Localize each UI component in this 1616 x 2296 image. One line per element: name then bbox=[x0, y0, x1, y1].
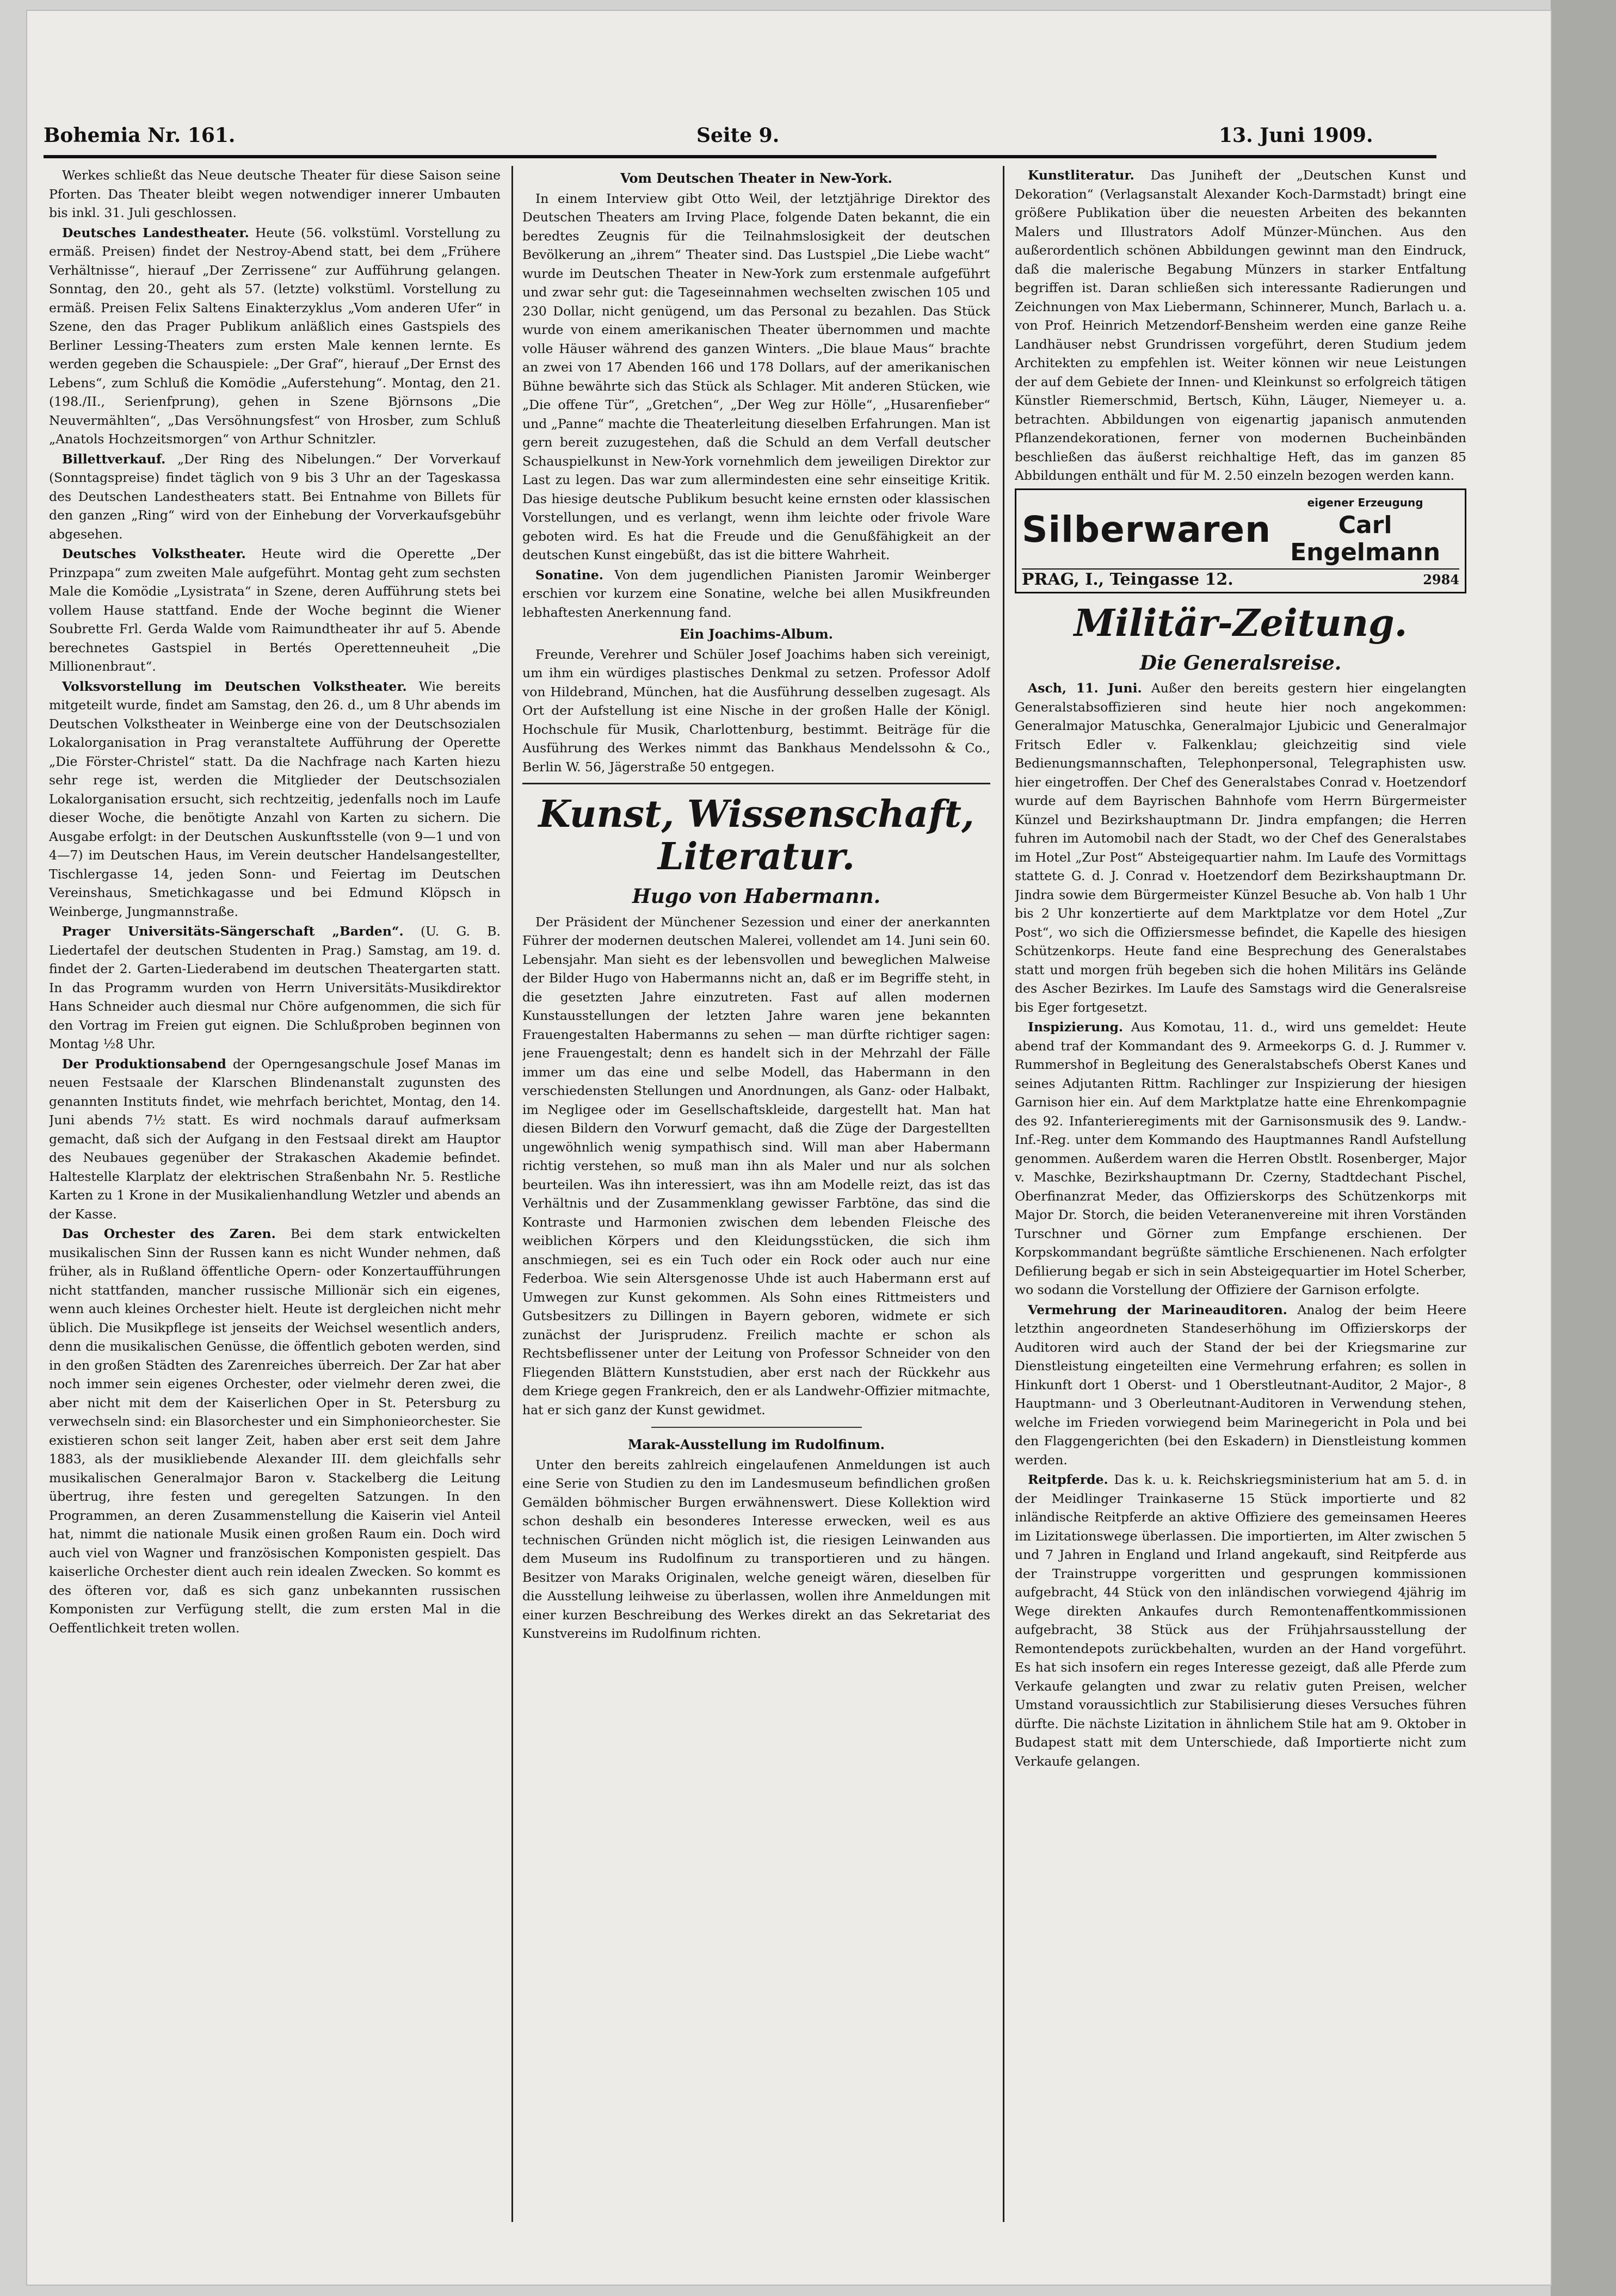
column-right bbox=[1015, 166, 1466, 2211]
article-keyword: Deutsches Volkstheater. bbox=[62, 546, 246, 561]
article-title: Die Generalsreise. bbox=[1139, 651, 1342, 674]
ad-address: PRAG, I., Teingasse 12. bbox=[1022, 570, 1233, 589]
article-keyword: Billettverkauf. bbox=[62, 451, 166, 467]
ad-company: Carl Engelmann bbox=[1290, 511, 1441, 566]
article-heading: Vom Deutschen Theater in New-York. bbox=[620, 170, 892, 186]
article-keyword: Sonatine. bbox=[535, 567, 603, 583]
page-edge bbox=[1551, 0, 1616, 2296]
article-text: Heute (56. volkstüml. Vorstellung zu ermäß. Preisen) findet der Nestroy-Abend statt, bei dem „Frühere Verhältnisse“, hierauf „Der Zerrissene“ zur Aufführung gelangen. Sonntag, den 20., geht als 57. (letzte) volkstüml. Vorstellung zu ermäß. Preisen Felix Saltens Einakterzyklus „Vom anderen Ufer“ in Szene, den das Prager Publikum anläßlich eines Gastspiels des Berliner Lessing-Theaters zum ersten Male kennen lernte. Es werden gegeben die Schauspiele: „Der Graf“, hierauf „Der Ernst des Lebens“, zum Schluß die Komödie „Auferstehung“. Montag, den 21. (198./II., Serienfprung), gehen in Szene Björnsons „Die Neuvermählten“, „Das Versöhnungsfest“ von Hrosber, zum Schluß „Anatols Hochzeitsmorgen“ von Arthur Schnitzler. bbox=[49, 225, 501, 447]
column-divider bbox=[511, 166, 513, 2222]
article-text: Bei dem stark entwickelten musikalischen Sinn der Russen kann es nicht Wunder nehmen, daß früher, als in Rußland öffentliche Opern- oder Konzertaufführungen nicht stattfanden, mancher russische Millionär sich ein eigenes, wenn auch kleines Orchester hielt. Heute ist dergleichen nicht mehr üblich. Die Musikpflege ist jenseits der Weichsel wesentlich anders, denn die musikalischen Genüsse, die öffentlich geboten werden, sind in den großen Städten des Zarenreiches überreich. Der Zar hat aber noch immer sein eigenes Orchester, oder vielmehr deren zwei, die aber nicht mit dem der Kaiserlichen Oper in St. Petersburg zu verwechseln sind: ein Blasorchester und ein Simphonieorchester. Sie existieren schon seit langer Zeit, haben aber erst seit dem Jahre 1883, als der musikliebende Alexander III. dem gleichfalls sehr musikalischen Generalmajor Baron v. Stackelberg die Leitung übertrug, ihre festen und geregelten Satzungen. In den Programmen, an deren Zusammenstellung die Kaiserin viel Anteil hat, nimmt die nationale Musik einen großen Raum ein. Doch wird auch viel von Wagner und französischen Komponisten gespielt. Das kaiserliche Orchester dient auch rein idealen Zwecken. So kommt es des öfteren vor, daß es sich ganz unbekannten russischen Komponisten zur Verfügung stellt, die zum ersten Mal in die Oeffentlichkeit treten wollen. bbox=[49, 1226, 501, 1636]
article-paragraph bbox=[49, 1224, 501, 1637]
header-page-number: Seite 9. bbox=[696, 124, 780, 147]
article-paragraph bbox=[522, 1456, 990, 1643]
article-paragraph bbox=[49, 544, 501, 676]
column-left bbox=[49, 166, 501, 2211]
article-heading: Ein Joachims-Album. bbox=[680, 626, 833, 642]
section-title: Kunst, Wissenschaft, Literatur. bbox=[538, 793, 974, 879]
article-keyword: Deutsches Landestheater. bbox=[62, 225, 249, 240]
article-paragraph bbox=[49, 1055, 501, 1224]
article-keyword: Prager Universitäts-Sängerschaft „Barden“. bbox=[62, 924, 404, 939]
article-text: Unter den bereits zahlreich eingelaufenen Anmeldungen ist auch eine Serie von Studien zu den im Landesmuseum befindlichen großen Gemälden böhmischer Burgen erwähnenswert. Diese Kollektion wird schon deshalb ein besonderes Interesse erwecken, weil es aus technischen Gründen nicht möglich ist, die riesigen Leinwanden aus dem Museum ins Rudolfinum zu transportieren und zu hängen. Besitzer von Maraks Originalen, welche geneigt wären, dieselben für die Ausstellung leihweise zu überlassen, wollen ihre Anmeldungen mit einer kurzen Beschreibung des Werkes direkt an das Sekretariat des Kunstvereins im Rudolfinum richten. bbox=[522, 1457, 990, 1642]
article-paragraph bbox=[49, 224, 501, 449]
article-keyword: Reitpferde. bbox=[1028, 1472, 1108, 1488]
ad-headline: Silberwaren bbox=[1022, 508, 1272, 550]
section-rule bbox=[522, 783, 990, 784]
header-date: 13. Juni 1909. bbox=[1219, 124, 1373, 147]
article-text: der Operngesangschule Josef Manas im neuen Festsaale der Klarschen Blindenanstalt zugunsten des genannten Instituts findet, wie mehrfach berichtet, Montag, den 14. Juni abends 7½ statt. Es wird nochmals darauf aufmerksam gemacht, daß sich der Aufgang in den Festsaal direkt am Hauptor des Neubaues gegenüber der Strakaschen Akademie befindet. Haltestelle Klarplatz der elektrischen Straßenbahn Nr. 5. Restliche Karten zu 1 Krone in der Musikalienhandlung Wetzler und abends an der Kasse. bbox=[49, 1056, 501, 1222]
article-paragraph bbox=[522, 189, 990, 565]
newspaper-page bbox=[27, 11, 1551, 2285]
article-rule bbox=[651, 1427, 862, 1428]
article-text: Freunde, Verehrer und Schüler Josef Joachims haben sich vereinigt, um ihm ein würdiges plastisches Denkmal zu setzen. Professor Adolf von Hildebrand, München, hat die Ausführung desselben zugesagt. Als Ort der Aufstellung ist eine Nische in der großen Halle der Königl. Hochschule für Musik, Charlottenburg, bestimmt. Beiträge für die Ausführung des Werkes nimmt das Bankhaus Mendelssohn & Co., Berlin W. 56, Jägerstraße 50 entgegen. bbox=[522, 646, 990, 775]
article-paragraph bbox=[49, 166, 501, 222]
column-middle bbox=[522, 166, 990, 2211]
article-text: Werkes schließt das Neue deutsche Theater für diese Saison seine Pforten. Das Theater bleibt wegen notwendiger innerer Umbauten bis inkl. 31. Juli geschlossen. bbox=[49, 168, 501, 220]
article-heading: Marak-Ausstellung im Rudolfinum. bbox=[628, 1437, 885, 1453]
column-divider bbox=[1003, 166, 1004, 2222]
article-paragraph bbox=[49, 450, 501, 544]
article-paragraph bbox=[49, 922, 501, 1054]
article-text: Aus Komotau, 11. d., wird uns gemeldet: Heute abend traf der Kommandant des 9. Armeekorps G. d. J. Rummer v. Rummershof in Begleitung des Generalstabschefs Oberst Kanes und seines Adjutanten Rittm. Rachlinger zur Inspizierung der hiesigen Garnison hier ein. Auf dem Marktplatze hatte eine Ehrenkompagnie des 92. Infanterieregiments mit der Garnisonsmusik des 9. Landw.-Inf.-Reg. unter dem Kommando des Hauptmannes Randl Aufstellung genommen. Außerdem waren die Herren Obstlt. Rosenberger, Major v. Maschke, Bezirkshauptmann Dr. Czerny, Stadtdechant Pischel, Oberfinanzrat Meder, das Offizierskorps des Schützenkorps mit Major Dr. Storch, die beiden Veteranenvereine mit ihren Vorständen Turschner und Görner zum Empfange erschienen. Der Korpskommandant begrüßte sämtliche Erschienenen. Nach erfolgter Defilierung begab er sich in sein Absteigequartier im Hotel Scherber, wo sodann die Vorstellung der Offiziere der Garnison erfolgte. bbox=[1015, 1019, 1466, 1298]
article-keyword: Inspizierung. bbox=[1028, 1019, 1124, 1035]
article-keyword: Volksvorstellung im Deutschen Volkstheater. bbox=[62, 678, 407, 694]
article-text: Das k. u. k. Reichskriegsministerium hat am 5. d. in der Meidlinger Trainkaserne 15 Stück importierte und 82 inländische Reitpferde an aktive Offiziere des gemeinsamen Heeres im Lizitationswege überlassen. Die importierten, im Alter zwischen 5 und 7 Jahren in England und Irland angekauft, sind Reitpferde aus der Trainstruppe vorgeritten und gesprungen kommissionen aufgebracht, 44 Stück von den inländischen vorwiegend 4jährig im Wege direkten Ankaufes durch Remontenaffentkommissionen aufgebracht, 38 Stück aus der Frühjahrsausstellung der Remontendepots zurückbehalten, wurden an der Hand vorgeführt. Es hat sich insofern ein reges Interesse gezeigt, daß alle Pferde zum Verkaufe gelangten und zwar zu relativ guten Preisen, welcher Umstand voraussichtlich zur Stabilisierung dieses Versuches führen dürfte. Die nächste Lizitation in ähnlichem Stile hat am 9. Oktober in Budapest statt mit dem Unterschiede, daß Importierte nicht zum Verkaufe gelangen. bbox=[1015, 1472, 1466, 1769]
article-text: In einem Interview gibt Otto Weil, der letztjährige Direktor des Deutschen Theaters am Irving Place, folgende Daten bekannt, die ein beredtes Zeugnis für die Teilnahmslosigkeit der deutschen Bevölkerung an „ihrem“ Theater sind. Das Lustspiel „Die Liebe wacht“ wurde im Deutschen Theater in New-York zum erstenmale aufgeführt und zwar sehr gut: die Tageseinnahmen wechselten zwischen 105 und 230 Dollar, nicht genügend, um das Personal zu bezahlen. Das Stück wurde von einem amerikanischen Theater übernommen und machte volle Häuser während des ganzen Winters. „Die blaue Maus“ brachte an zwei von 17 Abenden 166 und 178 Dollars, auf der amerikanischen Bühne bewährte sich das Stück als Schlager. Mit anderen Stücken, wie „Die offene Tür“, „Gretchen“, „Der Weg zur Hölle“, „Husarenfieber“ und „Panne“ machte die Theaterleitung dieselben Erfahrungen. Man ist gern bereit zuzugestehen, daß die Schuld an dem Verfall deutscher Schauspielkunst in New-York vornehmlich dem jeweiligen Direktor zur Last zu legen. Das war zum allermindesten eine sehr einseitige Kritik. Das hiesige deutsche Publikum besucht keine ernsten oder klassischen Vorstellungen, und es verlangt, wenn ihm leichte oder frivole Ware geboten wird. Es hat die Freude und die Genußfähigkeit an der deutschen Kunst eingebüßt, das ist die bittere Wahrheit. bbox=[522, 190, 990, 562]
article-keyword: Vermehrung der Marineauditoren. bbox=[1028, 1302, 1287, 1317]
header-masthead: Bohemia Nr. 161. bbox=[44, 124, 236, 147]
article-text: Heute wird die Operette „Der Prinzpapa“ zum zweiten Male aufgeführt. Montag geht zum sechsten Male die Komödie „Lysistrata“ in Szene, deren Aufführung stets bei vollem Hause stattfand. Ende der Woche beginnt die Wiener Soubrette Frl. Gerda Walde vom Raimundtheater ihr auf 5. Abende berechnetes Gastspiel in Bertés Operettenneuheit „Die Millionenbraut“. bbox=[49, 546, 501, 674]
article-title: Hugo von Habermann. bbox=[632, 885, 881, 908]
ad-number: 2984 bbox=[1423, 572, 1459, 587]
article-paragraph bbox=[1015, 1470, 1466, 1771]
article-paragraph bbox=[522, 566, 990, 622]
article-keyword: Kunstliteratur. bbox=[1028, 168, 1134, 183]
header-rule bbox=[44, 155, 1436, 158]
article-text: Wie bereits mitgeteilt wurde, findet am Samstag, den 26. d., um 8 Uhr abends im Deutschen Volkstheater in Weinberge eine von der Deutschsozialen Lokalorganisation in Prag veranstaltete Aufführung der Operette „Die Förster-Christel“ statt. Da die Nachfrage nach Karten hiezu sehr rege ist, werden die Mitglieder der Deutschsozialen Lokalorganisation ersucht, sich rechtzeitig, jedenfalls noch im Laufe dieser Woche, die benötigte Anzahl von Karten zu sichern. Die Ausgabe erfolgt: in der Deutschen Auskunftsstelle (von 9—1 und von 4—7) im Deutschen Haus, im Verein deutscher Handelsangestellter, Tischlergasse 14, jeden Sonn- und Feiertag im Deutschen Vereinshaus, Smetichkagasse und bei Edmund Klöpsch in Weinberge, Jungmannstraße. bbox=[49, 678, 501, 919]
section-title: Militär-Zeitung. bbox=[1074, 601, 1408, 645]
ad-tagline: eigener Erzeugung bbox=[1307, 496, 1423, 509]
article-text: Außer den bereits gestern hier eingelangten Generalstabsoffizieren sind heute hier noch angekommen: Generalmajor Matuschka, Generalmajor Ljubicic und Generalmajor Fritsch Edler v. Falkenklau; gleichzeitig sind viele Bedienungsmannschaften, Telephonpersonal, Telegraphisten usw. hier eingetroffen. Der Chef des Generalstabes Conrad v. Hoetzendorf wurde auf dem Bayrischen Bahnhofe vom Herrn Bürgermeister Künzel und Bezirkshauptmann Dr. Jindra empfangen; die Herren fuhren im Automobil nach der Stadt, wo der Chef des Generalstabes im Hotel „Zur Post“ Absteigequartier nahm. Im Laufe des Vormittags stattete G. d. J. Conrad v. Hoetzendorf dem Bezirkshauptmann Dr. Jindra sowie dem Bürgermeister Künzel Besuche ab. Von halb 1 Uhr bis 2 Uhr konzertierte auf dem Marktplatze vor dem Hotel „Zur Post“, wo sich die Offiziersmesse befindet, die Kapelle des hiesigen Schützenkorps. Heute fand eine Besprechung des Generalstabes statt und morgen früh begeben sich die hohen Militärs ins Gelände des Ascher Bezirkes. Im Laufe des Samstags wird die Generalsreise bis Eger fortgesetzt. bbox=[1015, 680, 1466, 1015]
article-text: „Der Ring des Nibelungen.“ Der Vorverkauf (Sonntagspreise) findet täglich von 9 bis 3 Uhr an der Tageskassa des Deutschen Landestheaters statt. Bei Entnahme von Billets für den ganzen „Ring“ wird von der Einhebung der Vorverkaufsgebühr abgesehen. bbox=[49, 451, 501, 542]
article-paragraph bbox=[1015, 679, 1466, 1017]
article-paragraph bbox=[1015, 166, 1466, 485]
article-keyword: Das Orchester des Zaren. bbox=[62, 1226, 276, 1241]
article-paragraph bbox=[49, 677, 501, 921]
article-keyword: Asch, 11. Juni. bbox=[1028, 680, 1142, 696]
article-text: Von dem jugendlichen Pianisten Jaromir Weinberger erschien vor kurzem eine Sonatine, welche bei allen Musikfreunden lebhaftesten Anerkennung fand. bbox=[522, 567, 990, 620]
article-paragraph bbox=[1015, 1018, 1466, 1299]
article-paragraph bbox=[1015, 1301, 1466, 1470]
article-paragraph bbox=[522, 645, 990, 777]
article-paragraph bbox=[522, 913, 990, 1420]
article-text: Analog der beim Heere letzthin angeordneten Standeserhöhung im Offizierskorps der Auditoren wird auch der Stand der bei der Kriegsmarine zur Dienstleistung eingeteilten eine Vermehrung erfahren; es sollen in Hinkunft dort 1 Oberst- und 1 Oberstleutnant-Auditor, 2 Major-, 8 Hauptmann- und 3 Oberleutnant-Auditoren in Verwendung stehen, welche im Frieden vorwiegend beim Marinegericht in Pola und bei den Flaggengerichten (bei den Eskadern) in Dienstleistung kommen werden. bbox=[1015, 1302, 1466, 1468]
advertisement-silberwaren bbox=[1015, 488, 1466, 593]
article-text: (U. G. B. Liedertafel der deutschen Studenten in Prag.) Samstag, am 19. d. findet der 2. Garten-Liederabend im deutschen Theatergarten statt. In das Programm wurden von Herrn Universitäts-Musikdirektor Hans Schneider auch diesmal nur Chöre aufgenommen, die sich für den Vortrag im Freien gut eignen. Die Schlußproben beginnen von Montag ½8 Uhr. bbox=[49, 924, 501, 1051]
article-text: Der Präsident der Münchener Sezession und einer der anerkannten Führer der modernen deutschen Malerei, vollendet am 14. Juni sein 60. Lebensjahr. Man sieht es der lebensvollen und beweglichen Malweise der Bilder Hugo von Habermanns nicht an, daß er im Begriffe steht, in die gesetzten Jahre einzutreten. Fast auf allen modernen Kunstausstellungen der letzten Jahre waren jene bekannten Frauengestalten Habermanns zu sehen — man dürfte richtiger sagen: jene Frauengestalt; denn es handelt sich in der Mehrzahl der Fälle immer um das eine und selbe Modell, das Habermann in den verschiedensten Stellungen und Anordnungen, als Ganz- oder Halbakt, im Negligee oder im Gesellschaftskleide, dargestellt hat. Man hat diesen Bildern den Vorwurf gemacht, daß die Züge der Dargestellten ungewöhnlich wenig sympathisch sind. Will man aber Habermann richtig verstehen, so muß man ihn als Maler und nur als solchen beurteilen. Was ihn interessiert, was ihn am Modelle reizt, das ist das Verhältnis und der Zusammenklang gewisser Farbtöne, das sind die Kontraste und Harmonien zwischen dem lebenden Fleische des weiblichen Körpers und den Kleidungsstücken, die sich ihm anschmiegen, sei es ein Tuch oder ein Rock oder auch nur eine Federboa. Wie sein Altersgenosse Uhde ist auch Habermann erst auf Umwegen zur Kunst gekommen. Als Sohn eines Rittmeisters und Gutsbesitzers zu Dillingen in Bayern geboren, widmete er sich zunächst der Jurisprudenz. Freilich machte er schon als Rechtsbeflissener unter der Leitung von Professor Schneider von den Fliegenden Blättern Kunststudien, aber erst nach der Rückkehr aus dem Kriege gegen Frankreich, den er als Landwehr-Offizier mitmachte, hat er sich ganz der Kunst gewidmet. bbox=[522, 914, 990, 1418]
article-text: Das Juniheft der „Deutschen Kunst und Dekoration“ (Verlagsanstalt Alexander Koch-Darmstadt) bringt eine größere Publikation über die neuesten Arbeiten des bekannten Malers und Illustrators Adolf Münzer-München. Aus den außerordentlich schönen Abbildungen gewinnt man den Eindruck, daß die malerische Begabung Münzers in starker Entfaltung begriffen ist. Daran schließen sich interessante Radierungen und Zeichnungen von Max Liebermann, Schinnerer, Munch, Barlach u. a. von Prof. Heinrich Metzendorf-Bensheim werden eine ganze Reihe Landhäuser nebst Grundrissen vorgeführt, deren Studium jedem Architekten zu empfehlen ist. Weiter können wir neue Leistungen der auf dem Gebiete der Innen- und Kleinkunst so erfolgreich tätigen Künstler Riemerschmid, Bertsch, Kühn, Läuger, Niemeyer u. a. betrachten. Abbildungen von eigenartig japanisch anmutenden Pflanzendekorationen, ferner von modernen Bucheinbänden beschließen das äußerst reichhaltige Heft, das im ganzen 85 Abbildungen enthält und für M. 2.50 einzeln bezogen werden kann. bbox=[1015, 168, 1466, 483]
article-keyword: Der Produktionsabend bbox=[62, 1056, 226, 1072]
